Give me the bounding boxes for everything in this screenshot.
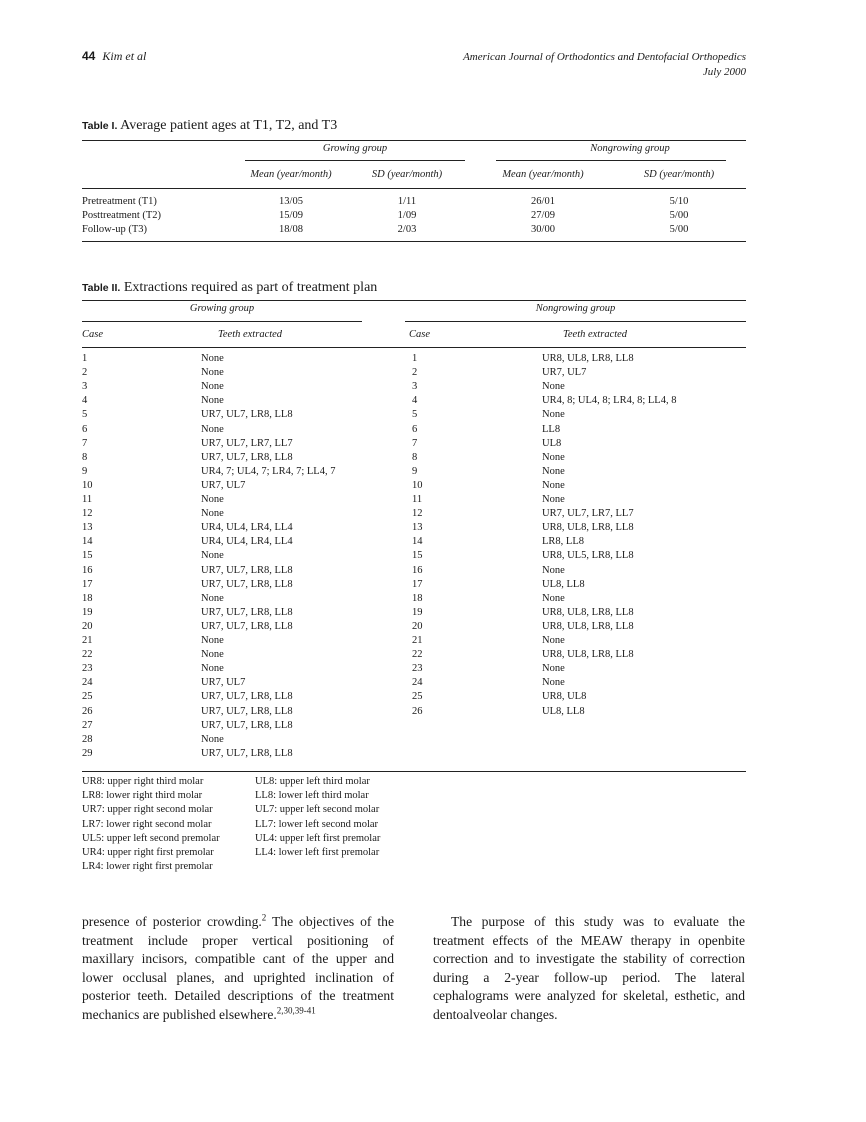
nongrowing-case-number: 21: [412, 635, 423, 646]
body-text-right-column: [433, 913, 745, 1024]
table2-header-rule: [82, 347, 746, 348]
nongrowing-teeth-extracted: LR8, LL8: [542, 536, 584, 547]
nongrowing-case-number: 3: [412, 381, 418, 392]
growing-case-number: 25: [82, 691, 93, 702]
growing-case-number: 22: [82, 649, 93, 660]
growing-case-number: 12: [82, 508, 93, 519]
nongrowing-case-number: 6: [412, 424, 418, 435]
nongrowing-case-number: 19: [412, 607, 423, 618]
growing-teeth-extracted: UR7, UL7, LR8, LL8: [201, 452, 293, 463]
growing-teeth-extracted: UR7, UL7: [201, 677, 246, 688]
growing-teeth-extracted: None: [201, 381, 224, 392]
nongrowing-case-number: 1: [412, 353, 418, 364]
growing-teeth-extracted: None: [201, 649, 224, 660]
nongrowing-case-number: 17: [412, 579, 423, 590]
body-text: The purpose of this study was to evaluate the treatment effects of the MEAW therapy in openbite correction and to investigate the stability of correction during a 2-year follow-up period. The lateral cephalograms were analyzed for skeletal, esthetic, and dentoalveolar changes.: [433, 914, 745, 1022]
nongrowing-teeth-extracted: UR8, UL8, LR8, LL8: [542, 649, 634, 660]
nongrowing-case-number: 23: [412, 663, 423, 674]
nongrowing-teeth-extracted: UR7, UL7, LR7, LL7: [542, 508, 634, 519]
growing-case-number: 28: [82, 734, 93, 745]
nongrowing-teeth-extracted: UR8, UL8: [542, 691, 587, 702]
growing-case-number: 24: [82, 677, 93, 688]
legend-item: UR7: upper right second molar: [82, 804, 213, 816]
table1-col-sd-nongrowing: SD (year/month): [643, 169, 715, 180]
table1-cell: 1/09: [397, 210, 417, 221]
growing-case-number: 2: [82, 367, 88, 378]
nongrowing-case-number: 12: [412, 508, 423, 519]
growing-teeth-extracted: UR7, UL7, LR8, LL8: [201, 706, 293, 717]
table1-cell: 13/05: [279, 196, 303, 207]
growing-case-number: 9: [82, 466, 88, 477]
nongrowing-case-number: 10: [412, 480, 423, 491]
growing-teeth-extracted: None: [201, 395, 224, 406]
growing-teeth-extracted: UR7, UL7, LR8, LL8: [201, 579, 293, 590]
growing-teeth-extracted: None: [201, 663, 224, 674]
nongrowing-case-number: 7: [412, 438, 418, 449]
growing-case-number: 18: [82, 593, 93, 604]
table1-cell: 5/10: [669, 196, 689, 207]
nongrowing-case-number: 4: [412, 395, 418, 406]
legend-item: UR4: upper right first premolar: [82, 847, 214, 859]
table2-caption: [82, 280, 377, 296]
growing-teeth-extracted: None: [201, 353, 224, 364]
table1-cell: 30/00: [531, 224, 555, 235]
nongrowing-teeth-extracted: UR8, UL5, LR8, LL8: [542, 550, 634, 561]
nongrowing-teeth-extracted: UR8, UL8, LR8, LL8: [542, 607, 634, 618]
table1-cell: 27/09: [531, 210, 555, 221]
nongrowing-case-number: 20: [412, 621, 423, 632]
growing-case-number: 14: [82, 536, 93, 547]
legend-item: LL7: lower left second molar: [255, 818, 379, 830]
growing-case-number: 29: [82, 748, 93, 759]
growing-case-number: 4: [82, 395, 88, 406]
nongrowing-teeth-extracted: None: [542, 663, 565, 674]
issue-date: July 2000: [702, 66, 746, 78]
nongrowing-case-number: 8: [412, 452, 418, 463]
table1-row-label: Posttreatment (T2): [82, 210, 162, 221]
growing-teeth-extracted: UR7, UL7, LR8, LL8: [201, 748, 293, 759]
growing-teeth-extracted: UR7, UL7, LR8, LL8: [201, 607, 293, 618]
growing-teeth-extracted: UR4, 7; UL4, 7; LR4, 7; LL4, 7: [201, 466, 336, 477]
growing-teeth-extracted: None: [201, 367, 224, 378]
page-number: 44: [82, 49, 96, 63]
table1-cell: 15/09: [279, 210, 303, 221]
growing-teeth-extracted: None: [201, 734, 224, 745]
nongrowing-case-number: 26: [412, 706, 423, 717]
table2-top-rule: [82, 300, 746, 301]
growing-case-number: 19: [82, 607, 93, 618]
growing-teeth-extracted: UR7, UL7, LR7, LL7: [201, 438, 293, 449]
table2-group-growing: Growing group: [189, 303, 255, 314]
nongrowing-case-number: 9: [412, 466, 418, 477]
table1-cell: 18/08: [279, 224, 303, 235]
body-text-left-column: [82, 913, 394, 1024]
legend-item: UL7: upper left second molar: [255, 804, 380, 816]
table2-legend-right: [255, 775, 380, 860]
nongrowing-case-number: 16: [412, 565, 423, 576]
legend-item: LL4: lower left first premolar: [255, 847, 380, 859]
growing-case-number: 8: [82, 452, 88, 463]
citation: 2,30,39-41: [276, 1004, 316, 1015]
legend-item: LR8: lower right third molar: [82, 790, 203, 802]
growing-case-number: 5: [82, 409, 88, 420]
table1-title: Average patient ages at T1, T2, and T3: [120, 118, 338, 133]
growing-case-number: 6: [82, 424, 88, 435]
growing-teeth-extracted: UR7, UL7, LR8, LL8: [201, 720, 293, 731]
nongrowing-teeth-extracted: None: [542, 565, 565, 576]
growing-case-number: 20: [82, 621, 93, 632]
nongrowing-case-number: 13: [412, 522, 423, 533]
growing-teeth-extracted: None: [201, 593, 224, 604]
nongrowing-case-number: 5: [412, 409, 418, 420]
nongrowing-teeth-extracted: UL8: [542, 438, 562, 449]
table2-group-nongrowing: Nongrowing group: [535, 303, 616, 314]
growing-teeth-extracted: UR4, UL4, LR4, LL4: [201, 536, 293, 547]
table1-cell: 5/00: [669, 224, 689, 235]
table1-header-rule: [82, 188, 746, 189]
nongrowing-case-number: 24: [412, 677, 423, 688]
growing-teeth-extracted: UR7, UL7, LR8, LL8: [201, 621, 293, 632]
table1-col-mean-growing: Mean (year/month): [250, 169, 332, 180]
nongrowing-teeth-extracted: UR8, UL8, LR8, LL8: [542, 621, 634, 632]
legend-item: UL8: upper left third molar: [255, 776, 370, 787]
nongrowing-teeth-extracted: None: [542, 409, 565, 420]
table1-caption: [82, 118, 337, 134]
growing-case-number: 16: [82, 565, 93, 576]
nongrowing-teeth-extracted: UR4, 8; UL4, 8; LR4, 8; LL4, 8: [542, 395, 677, 406]
growing-case-number: 23: [82, 663, 93, 674]
table1-cell: 1/11: [397, 196, 417, 207]
nongrowing-case-number: 15: [412, 550, 423, 561]
table2-title: Extractions required as part of treatment plan: [123, 280, 378, 295]
nongrowing-case-number: 22: [412, 649, 423, 660]
growing-case-number: 15: [82, 550, 93, 561]
nongrowing-teeth-extracted: UL8, LL8: [542, 579, 585, 590]
table2-nongrowing-underline: [405, 321, 746, 322]
growing-teeth-extracted: None: [201, 424, 224, 435]
table1-col-mean-nongrowing: Mean (year/month): [502, 169, 584, 180]
journal-name: American Journal of Orthodontics and Dentofacial Orthopedics: [463, 51, 746, 63]
table2-bottom-rule: [82, 771, 746, 772]
growing-teeth-extracted: None: [201, 550, 224, 561]
nongrowing-teeth-extracted: None: [542, 381, 565, 392]
table1-bottom-rule: [82, 241, 746, 242]
nongrowing-teeth-extracted: None: [542, 593, 565, 604]
growing-case-number: 17: [82, 579, 93, 590]
growing-teeth-extracted: UR7, UL7, LR8, LL8: [201, 691, 293, 702]
growing-case-number: 3: [82, 381, 88, 392]
table2-col-case-nongrowing: Case: [409, 329, 430, 340]
table1-row-label: Follow-up (T3): [82, 224, 148, 235]
table2-col-teeth-nongrowing: Teeth extracted: [563, 329, 628, 340]
nongrowing-case-number: 14: [412, 536, 423, 547]
running-header-left: [82, 49, 146, 64]
table1-cell: 2/03: [397, 224, 417, 235]
growing-teeth-extracted: UR7, UL7, LR8, LL8: [201, 565, 293, 576]
table1-growing-underline: [245, 160, 465, 161]
nongrowing-case-number: 25: [412, 691, 423, 702]
nongrowing-teeth-extracted: None: [542, 452, 565, 463]
table2-col-teeth-growing: Teeth extracted: [218, 329, 283, 340]
growing-teeth-extracted: None: [201, 508, 224, 519]
table1-col-sd-growing: SD (year/month): [371, 169, 443, 180]
legend-item: LL8: lower left third molar: [255, 790, 369, 802]
nongrowing-teeth-extracted: UR8, UL8, LR8, LL8: [542, 353, 634, 364]
table1-group-growing: Growing group: [322, 143, 388, 154]
growing-case-number: 7: [82, 438, 88, 449]
growing-teeth-extracted: UR7, UL7: [201, 480, 246, 491]
nongrowing-teeth-extracted: UR7, UL7: [542, 367, 587, 378]
nongrowing-teeth-extracted: None: [542, 494, 565, 505]
legend-item: LR4: lower right first premolar: [82, 861, 213, 873]
nongrowing-teeth-extracted: UR8, UL8, LR8, LL8: [542, 522, 634, 533]
growing-case-number: 21: [82, 635, 93, 646]
growing-case-number: 1: [82, 353, 88, 364]
growing-case-number: 26: [82, 706, 93, 717]
growing-case-number: 11: [82, 494, 93, 505]
growing-teeth-extracted: None: [201, 494, 224, 505]
growing-teeth-extracted: UR7, UL7, LR8, LL8: [201, 409, 293, 420]
authors: Kim et al: [102, 49, 147, 63]
table2-legend-left: [82, 775, 220, 874]
legend-item: UL4: upper left first premolar: [255, 832, 381, 844]
running-header-right: [463, 50, 746, 80]
table1-nongrowing-underline: [496, 160, 726, 161]
citation: 2: [261, 912, 267, 923]
table1-label: Table I.: [82, 120, 118, 132]
body-text: The objectives of the treatment include proper vertical positioning of maxillary incisors, compatible cant of the upper and lower occlusal planes, and uprighted inclination of posterior teeth. Detailed descriptions of the treatment mechanics are published elsewhere.: [82, 914, 394, 1022]
table2-col-case-growing: Case: [82, 329, 103, 340]
nongrowing-teeth-extracted: UL8, LL8: [542, 706, 585, 717]
growing-case-number: 10: [82, 480, 93, 491]
nongrowing-teeth-extracted: None: [542, 677, 565, 688]
growing-case-number: 27: [82, 720, 93, 731]
table2-label: Table II.: [82, 282, 121, 294]
table1-group-nongrowing: Nongrowing group: [590, 143, 670, 154]
nongrowing-case-number: 18: [412, 593, 423, 604]
legend-item: UR8: upper right third molar: [82, 776, 204, 787]
legend-item: LR7: lower right second molar: [82, 818, 212, 830]
table2-growing-underline: [82, 321, 362, 322]
growing-teeth-extracted: None: [201, 635, 224, 646]
nongrowing-teeth-extracted: None: [542, 480, 565, 491]
table1-top-rule: [82, 140, 746, 141]
nongrowing-teeth-extracted: LL8: [542, 424, 561, 435]
body-text: presence of posterior crowding.: [82, 914, 262, 929]
nongrowing-case-number: 11: [412, 494, 423, 505]
legend-item: UL5: upper left second premolar: [82, 832, 220, 844]
table1-cell: 26/01: [531, 196, 555, 207]
table1-cell: 5/00: [669, 210, 689, 221]
nongrowing-case-number: 2: [412, 367, 418, 378]
nongrowing-teeth-extracted: None: [542, 635, 565, 646]
nongrowing-teeth-extracted: None: [542, 466, 565, 477]
growing-teeth-extracted: UR4, UL4, LR4, LL4: [201, 522, 293, 533]
table1-row-label: Pretreatment (T1): [82, 196, 157, 207]
growing-case-number: 13: [82, 522, 93, 533]
